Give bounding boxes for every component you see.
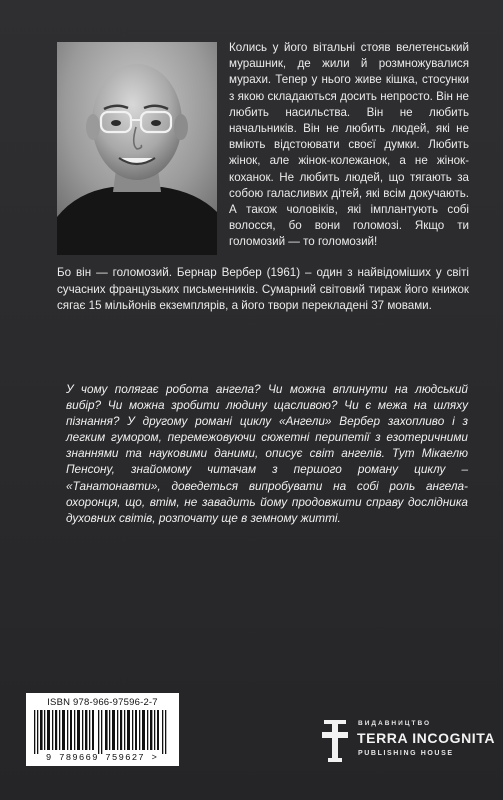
- barcode-bars-graphic: [32, 710, 173, 754]
- author-bio-summary: Бо він — голомозий. Бернар Вербер (1961) – один з найвідоміших у світі сучасних французьких письменників. Сумарний світовий тираж його книжок сягає 15 мільйонів екземплярів, а його твори перекладені 37 мовами.: [57, 266, 469, 313]
- isbn-barcode: [26, 693, 179, 766]
- publisher-top-label: ВИДАВНИЦТВО: [358, 720, 432, 727]
- cross-icon: [320, 720, 350, 762]
- isbn-number: ISBN 978-966-97596-2-7: [47, 697, 158, 708]
- author-portrait-graphic: [57, 42, 217, 255]
- author-photo: [57, 42, 217, 255]
- author-bio-text: Колись у його вітальні стояв велетенський мурашник, де жили й розмножувалися мурахи. Тепер у нього живе кішка, стосунки з якою складаються досить непросто. Він не любить насильства. Він не любить начальників. Він не любить людей, які не вміють відстоювати своєї думки. Любить жінок, але жінок-колежанок, а не жінок-коханок. Не любить людей, що тягають за собою галасливих дітей, які всім докучають. А також чоловіків, які імплантують собі волосся, бо вони голомозі. Якщо ти голомозий — то голомозий!: [229, 41, 469, 249]
- book-blurb: У чому полягає робота ангела? Чи можна вплинути на людський вибір? Чи можна зробити людину щасливою? Чи є межа на шляху пізнання? У другому романі циклу «Ангели» Вербер захопливо і з легким гумором, перемежовуючи сюжетні перипетії з езотеричними знаннями та науковими даними, описує світ ангелів. Тут Мікаелю Пенсону, знайомому читачам з першого роману циклу – «Танатонавти», доведеться випробувати на собі роль ангела-охоронця, що, втім, не завадить йому продовжити справу дослідника духовних світів, розпочату ще в земному житті.: [66, 382, 468, 525]
- ean-number: 9 789669 759627 >: [45, 753, 159, 763]
- publisher-logo: [320, 720, 496, 770]
- publisher-bottom-label: PUBLISHING HOUSE: [358, 750, 454, 757]
- publisher-name: TERRA INCOGNITA: [357, 730, 496, 746]
